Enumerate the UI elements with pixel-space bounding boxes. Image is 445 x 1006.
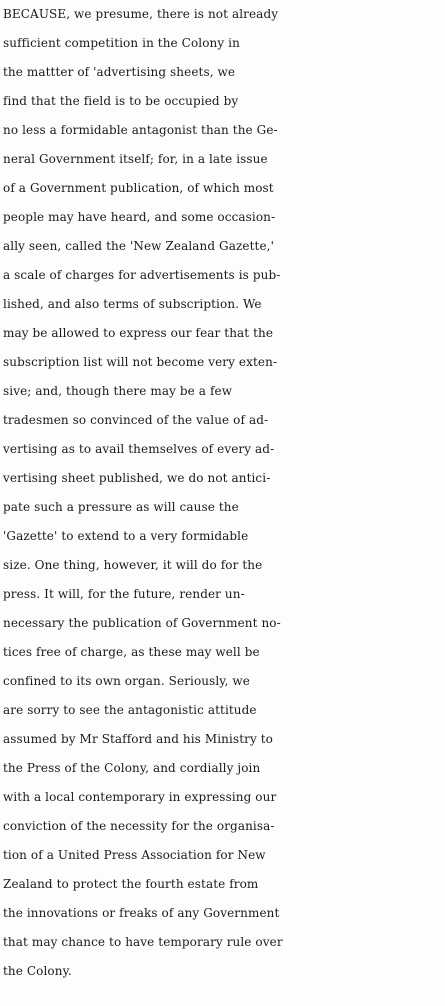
article-line: the Colony. bbox=[3, 964, 72, 978]
article-line: are sorry to see the antagonistic attitude bbox=[3, 703, 257, 717]
article-line: no less a formidable antagonist than the Ge- bbox=[3, 123, 278, 137]
article-line: tices free of charge, as these may well be bbox=[3, 645, 260, 659]
article-line: size. One thing, however, it will do for the bbox=[3, 558, 263, 572]
article-line: sive; and, though there may be a few bbox=[3, 384, 233, 398]
article-line: tion of a United Press Association for New bbox=[3, 848, 266, 862]
article-line: a scale of charges for advertisements is pub- bbox=[3, 268, 281, 282]
article-line: people may have heard, and some occasion- bbox=[3, 210, 276, 224]
article-line: may be allowed to express our fear that the bbox=[3, 326, 274, 340]
article-line: of a Government publication, of which most bbox=[3, 181, 274, 195]
article-line: assumed by Mr Stafford and his Ministry to bbox=[3, 732, 273, 746]
article-line: the Press of the Colony, and cordially join bbox=[3, 761, 261, 775]
article-line: with a local contemporary in expressing our bbox=[3, 790, 277, 804]
article-line: sufficient competition in the Colony in bbox=[3, 36, 240, 50]
article-line: the mattter of 'advertising sheets, we bbox=[3, 65, 236, 79]
article-line: necessary the publication of Government no- bbox=[3, 616, 281, 630]
article-line: vertising sheet published, we do not antici- bbox=[3, 471, 271, 485]
article-line: the innovations or freaks of any Government bbox=[3, 906, 280, 920]
article-line: BECAUSE, we presume, there is not already bbox=[3, 7, 279, 21]
article-line: tradesmen so convinced of the value of ad- bbox=[3, 413, 269, 427]
article-line: confined to its own organ. Seriously, we bbox=[3, 674, 250, 688]
article-line: find that the field is to be occupied by bbox=[3, 94, 239, 108]
article-line: lished, and also terms of subscription. We bbox=[3, 297, 262, 311]
article-line: conviction of the necessity for the organisa- bbox=[3, 819, 275, 833]
article-line: that may chance to have temporary rule over bbox=[3, 935, 283, 949]
article-line: Zealand to protect the fourth estate from bbox=[3, 877, 259, 891]
article-line: pate such a pressure as will cause the bbox=[3, 500, 239, 514]
article-line: 'Gazette' to extend to a very formidable bbox=[3, 529, 249, 543]
article-line: vertising as to avail themselves of every ad- bbox=[3, 442, 275, 456]
article-line: ally seen, called the 'New Zealand Gazette,' bbox=[3, 239, 274, 253]
article-line: subscription list will not become very exten- bbox=[3, 355, 278, 369]
article-line: neral Government itself; for, in a late issue bbox=[3, 152, 268, 166]
article-line: press. It will, for the future, render un- bbox=[3, 587, 245, 601]
